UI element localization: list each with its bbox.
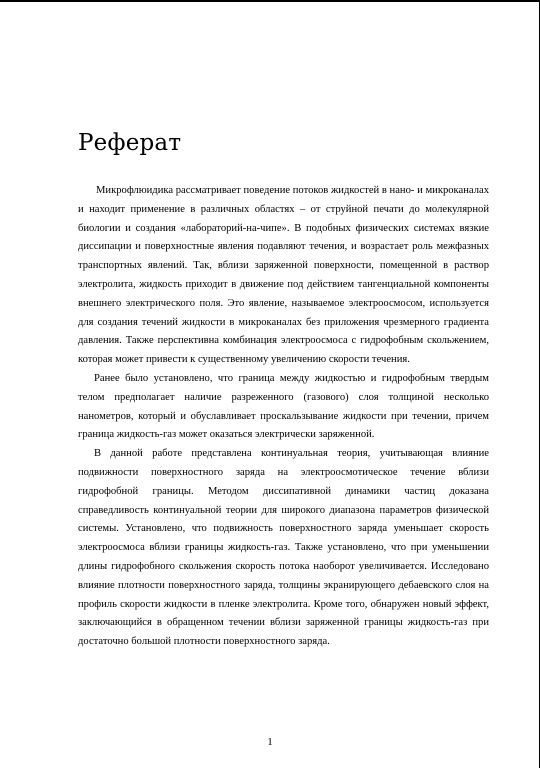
- abstract-paragraph-2: Ранее было установлено, что граница между жидкостью и гидрофобным твердым телом предполагает наличие разреженного (газового) слоя толщиной несколько нанометров, который и обуславливает проскальзывание жидкости при течении, причем граница жидкость-газ может оказаться электрически заряженной.: [78, 372, 489, 441]
- abstract-paragraph-1: Микрофлюидика рассматривает поведение потоков жидкостей в нано- и микроканалах и находит применение в различных областях – от струйной печати до молекулярной биологии и создания «лабораторий-на-чипе». В подобных физических системах вязкие диссипации и поверхностные явления подавляют течения, и возрастает роль межфазных транспортных явлений. Так, вблизи заряженной поверхности, помещенной в раствор электролита, жидкость приходит в движение под действием тангенциальной компоненты внешнего электрического поля. Это явление, называемое электроосмосом, используется для создания течений жидкости в микроканалах без приложения чрезмерного градиента давления. Также перспективна комбинация электроосмоса с гидрофобным скольжением, которая может привести к существенному увеличению скорости течения.: [78, 185, 489, 366]
- page-title: Реферат: [78, 130, 182, 156]
- page-number: 1: [267, 736, 273, 748]
- abstract-body: [78, 182, 489, 652]
- abstract-paragraph-3: В данной работе представлена континуальная теория, учитывающая влияние подвижности поверхностного заряда на электроосмотическое течение вблизи гидрофобной границы. Методом диссипативной динамики частиц доказана справедливость континуальной теории для широкого диапазона параметров физической системы. Установлено, что подвижность поверхностного заряда уменьшает скорость электроосмоса вблизи границы жидкость-газ. Также установлено, что при уменьшении длины гидрофобного скольжения скорость потока наоборот увеличивается. Исследовано влияние плотности поверхностного заряда, толщины экранирующего дебаевского слоя на профиль скорости жидкости в пленке электролита. Кроме того, обнаружен новый эффект, заключающийся в обращенном течении вблизи заряженной границы жидкость-газ при достаточно большой плотности поверхностного заряда.: [78, 448, 489, 648]
